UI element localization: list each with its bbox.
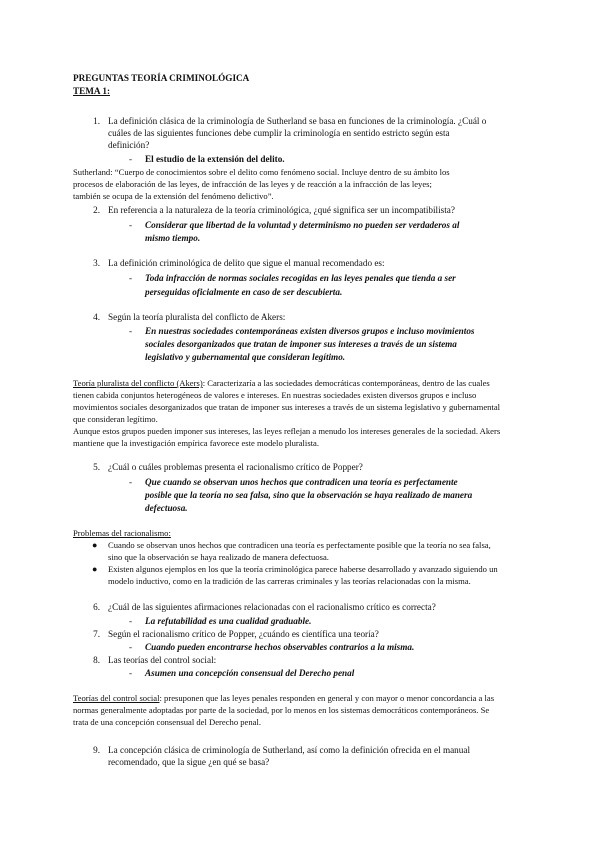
answer-text: Toda infracción de normas sociales recogidas en las leyes penales que tienda a ser <box>145 273 456 283</box>
document-subtitle: TEMA 1: <box>73 86 111 96</box>
question-text: La definición clásica de la criminología de Sutherland se basa en funciones de la criminología. ¿Cuál o <box>108 116 487 126</box>
answer-text: Considerar que libertad de la voluntad y determinismo no pueden ser verdaderos al <box>145 220 460 230</box>
note-text: también se ocupa de la extensión del fenómeno delictivo”. <box>73 191 274 201</box>
question-number: 2. <box>93 205 100 215</box>
answer-dash: - <box>129 220 133 230</box>
question-number: 4. <box>93 312 100 322</box>
note-text: movimientos sociales desorganizados que tratan de imponer sus intereses a través de un sistema legislativo y gubernamental <box>73 402 501 412</box>
note-text: : Caracterizaría a las sociedades democráticas contemporáneas, dentro de las cuales <box>202 378 490 388</box>
note-text: mantiene que la investigación empírica favorece este modelo pluralista. <box>73 438 320 448</box>
answer-text: La refutabilidad es una cualidad graduable. <box>145 616 312 626</box>
note-text: trata de una concepción consensual del Derecho penal. <box>73 717 262 727</box>
note-text: tienen cabida conjuntos heterogéneos de valores e intereses. En nuestras sociedades existen diversos grupos e incluso <box>73 390 477 400</box>
bullet-icon: ● <box>92 540 98 550</box>
question-number: 5. <box>93 462 100 472</box>
answer-text: posible que la teoría no sea falsa, sino que la observación se haya realizado de manera <box>145 490 473 500</box>
answer-text: Que cuando se observan unos hechos que contradicen una teoría es perfectamente <box>145 477 458 487</box>
question-number: 9. <box>93 745 100 755</box>
question-text: Según la teoría pluralista del conflicto de Akers: <box>108 312 286 322</box>
question-text: cuáles de las siguientes funciones debe cumplir la criminología en sentido estricto según esta <box>108 128 450 138</box>
bullet-icon: ● <box>92 564 98 574</box>
answer-text: mismo tiempo. <box>145 233 201 243</box>
question-number: 1. <box>93 116 100 126</box>
answer-dash: - <box>129 326 133 336</box>
question-number: 7. <box>93 629 100 639</box>
question-text: definición? <box>108 140 150 150</box>
answer-text: legislativo y gubernamental que consideran legítimo. <box>145 352 346 362</box>
note-text: Aunque estos grupos pueden imponer sus intereses, las leyes reflejan a menudo los intereses generales de la sociedad. Akers <box>73 426 501 436</box>
answer-text: El estudio de la extensión del delito. <box>145 154 285 164</box>
question-number: 8. <box>93 655 100 665</box>
note-text: normas generalmente adoptadas por parte de la sociedad, por lo menos en los sistemas democráticos contemporáneos. Se <box>73 705 490 715</box>
bullet-text: sino que la observación se haya realizado de manera defectuosa. <box>108 552 329 562</box>
answer-dash: - <box>129 668 133 678</box>
note-heading: Problemas del racionalismo: <box>73 528 171 538</box>
answer-text: defectuosa. <box>145 503 188 513</box>
note-line <box>73 692 494 704</box>
question-text: Según el racionalismo crítico de Popper, ¿cuándo es científica una teoría? <box>108 629 379 639</box>
bullet-text: modelo inductivo, como en la tradición de las carreras criminales y las teorías relacionadas con la misma. <box>108 576 471 586</box>
answer-text: Cuando pueden encontrarse hechos observables contrarios a la misma. <box>145 642 415 652</box>
answer-dash: - <box>129 616 133 626</box>
note-heading: Teorías del control social <box>73 693 160 703</box>
question-text: ¿Cuál o cuáles problemas presenta el racionalismo crítico de Popper? <box>108 462 363 472</box>
bullet-text: Existen algunos ejemplos en los que la teoría criminológica parece haberse desarrollado y avanzado siguiendo un <box>108 564 498 574</box>
note-text: : presuponen que las leyes penales responden en general y con mayor o menor concordancia a las <box>159 693 495 703</box>
note-text: que consideran legítimo. <box>73 414 158 424</box>
answer-text: perseguidas oficialmente en caso de ser descubierta. <box>145 287 343 297</box>
question-text: La definición criminológica de delito que sigue el manual recomendado es: <box>108 258 385 268</box>
note-line <box>73 377 490 389</box>
document-title: PREGUNTAS TEORÍA CRIMINOLÓGICA <box>73 73 250 83</box>
note-text: procesos de elaboración de las leyes, de infracción de las leyes y de reacción a la infracción de las leyes; <box>73 179 432 189</box>
question-text: La concepción clásica de criminología de Sutherland, así como la definición ofrecida en el manual <box>108 745 470 755</box>
answer-dash: - <box>129 642 133 652</box>
answer-dash: - <box>129 273 133 283</box>
answer-text: Asumen una concepción consensual del Derecho penal <box>145 668 355 678</box>
question-text: Las teorías del control social: <box>108 655 217 665</box>
question-text: En referencia a la naturaleza de la teoría criminológica, ¿qué significa ser un incompatibilista? <box>108 205 455 215</box>
note-text: Sutherland: “Cuerpo de conocimientos sobre el delito como fenómeno social. Incluye dentro de su ámbito los <box>73 167 450 177</box>
question-number: 3. <box>93 258 100 268</box>
answer-dash: - <box>129 477 133 487</box>
answer-dash: - <box>129 154 133 164</box>
bullet-text: Cuando se observan unos hechos que contradicen una teoría es perfectamente posible que la teoría no sea falsa, <box>108 540 491 550</box>
question-text: recomendado, que la sigue ¿en qué se basa? <box>108 757 270 767</box>
answer-text: sociales desorganizados que tratan de imponer sus intereses a través de un sistema <box>145 339 457 349</box>
question-number: 6. <box>93 602 100 612</box>
note-heading: Teoría pluralista del conflicto (Akers) <box>73 378 203 388</box>
question-text: ¿Cuál de las siguientes afirmaciones relacionadas con el racionalismo crítico es correcta? <box>108 602 436 612</box>
answer-text: En nuestras sociedades contemporáneas existen diversos grupos e incluso movimientos <box>145 326 475 336</box>
